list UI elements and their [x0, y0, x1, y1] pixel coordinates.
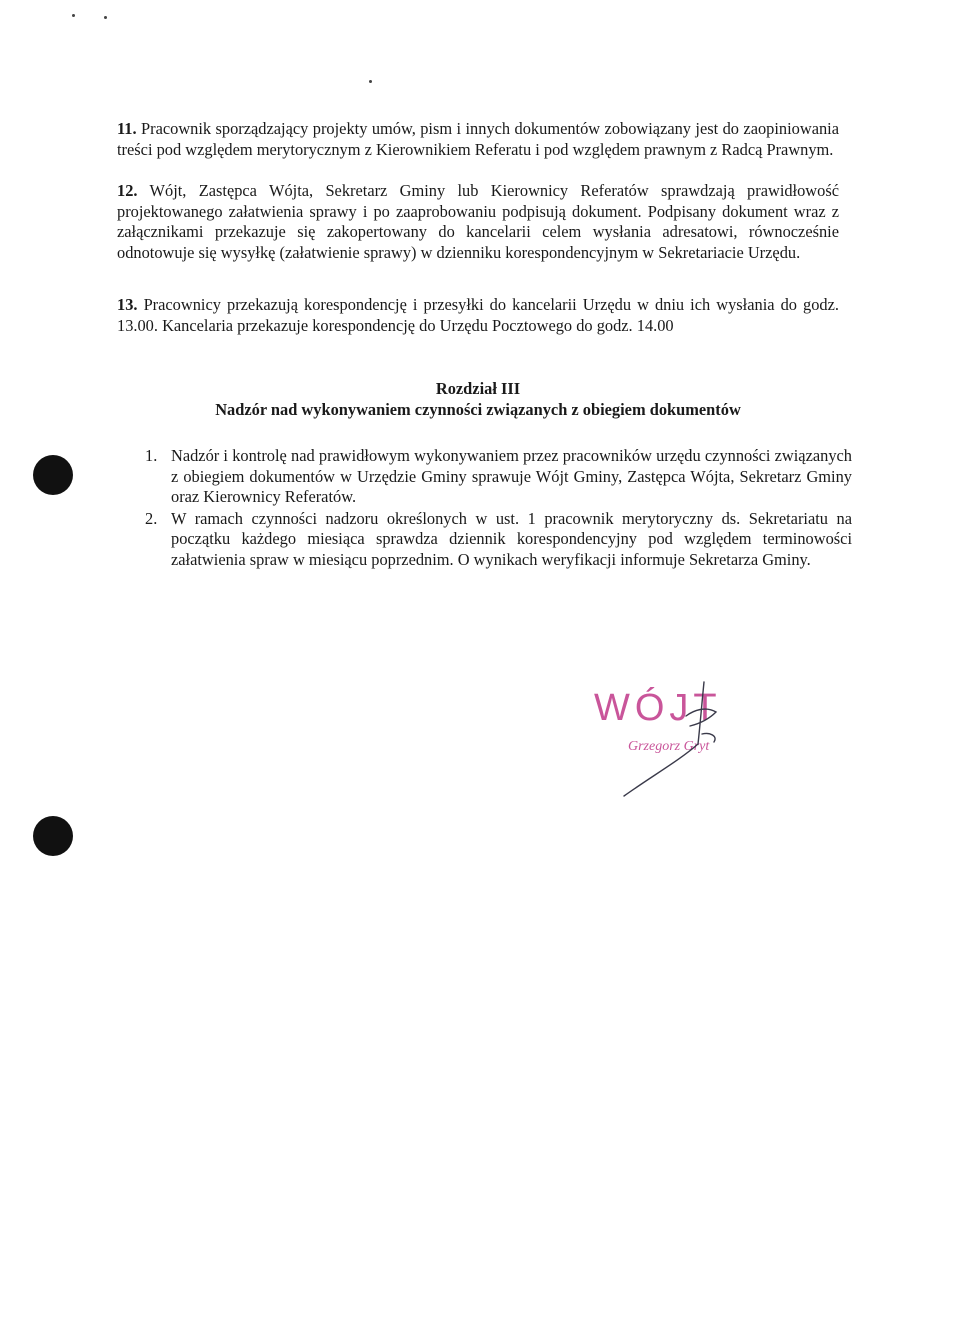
point-12: [117, 181, 839, 263]
official-stamp-signature: [590, 676, 810, 806]
list-item: [117, 509, 852, 571]
scan-speck: [369, 80, 372, 83]
point-13: [117, 295, 839, 336]
punch-hole-bottom: [33, 816, 73, 856]
item-text: Nadzór i kontrolę nad prawidłowym wykonywaniem przez pracowników urzędu czynności związanych z obiegiem dokumentów w Urzędzie Gminy sprawuje Wójt Gminy, Zastępca Wójta, Sekretarz Gminy oraz Kierownicy Referatów.: [171, 446, 852, 506]
point-number: 13.: [117, 295, 138, 314]
stamp-name: Grzegorz Gryt: [628, 739, 710, 754]
point-11: [117, 119, 839, 160]
item-number: 1.: [145, 446, 158, 465]
scan-speck: [104, 16, 107, 19]
list-item: [117, 446, 852, 508]
scan-speck: [72, 14, 75, 17]
chapter-items: [117, 446, 852, 571]
point-number: 12.: [117, 181, 138, 200]
punch-hole-top: [33, 455, 73, 495]
item-number: 2.: [145, 508, 158, 528]
chapter-subtitle: Nadzór nad wykonywaniem czynności związanych z obiegiem dokumentów: [215, 400, 741, 419]
point-number: 11.: [117, 119, 137, 138]
stamp-title: WÓJT: [594, 687, 722, 729]
point-text: Pracownicy przekazują korespondencję i przesyłki do kancelarii Urzędu w dniu ich wysłania do godz. 13.00. Kancelaria przekazuje korespondencję do Urzędu Pocztowego do godz. 14.00: [117, 295, 839, 335]
item-text: W ramach czynności nadzoru określonych w ust. 1 pracownik merytoryczny ds. Sekretariatu na początku każdego miesiąca sprawdza dziennik korespondencyjny pod względem terminowości załatwienia spraw w miesiącu poprzednim. O wynikach weryfikacji informuje Sekretarza Gminy.: [171, 508, 852, 569]
point-text: Wójt, Zastępca Wójta, Sekretarz Gminy lub Kierownicy Referatów sprawdzają prawidłowość projektowanego załatwienia sprawy i po zaaprobowaniu podpisują dokument. Podpisany dokument wraz z załącznikami przekazuje się zakopertowany do kancelarii celem wysłania adresatowi, równocześnie odnotowuje się wysyłkę (załatwienie sprawy) w dzienniku korespondencyjnym w Sekretariacie Urzędu.: [117, 181, 839, 262]
chapter-title: Rozdział III: [435, 379, 521, 398]
point-text: Pracownik sporządzający projekty umów, pism i innych dokumentów zobowiązany jest do zaopiniowania treści pod względem merytorycznym z Kierownikiem Referatu i pod względem prawnym z Radcą Prawnym.: [117, 119, 839, 159]
